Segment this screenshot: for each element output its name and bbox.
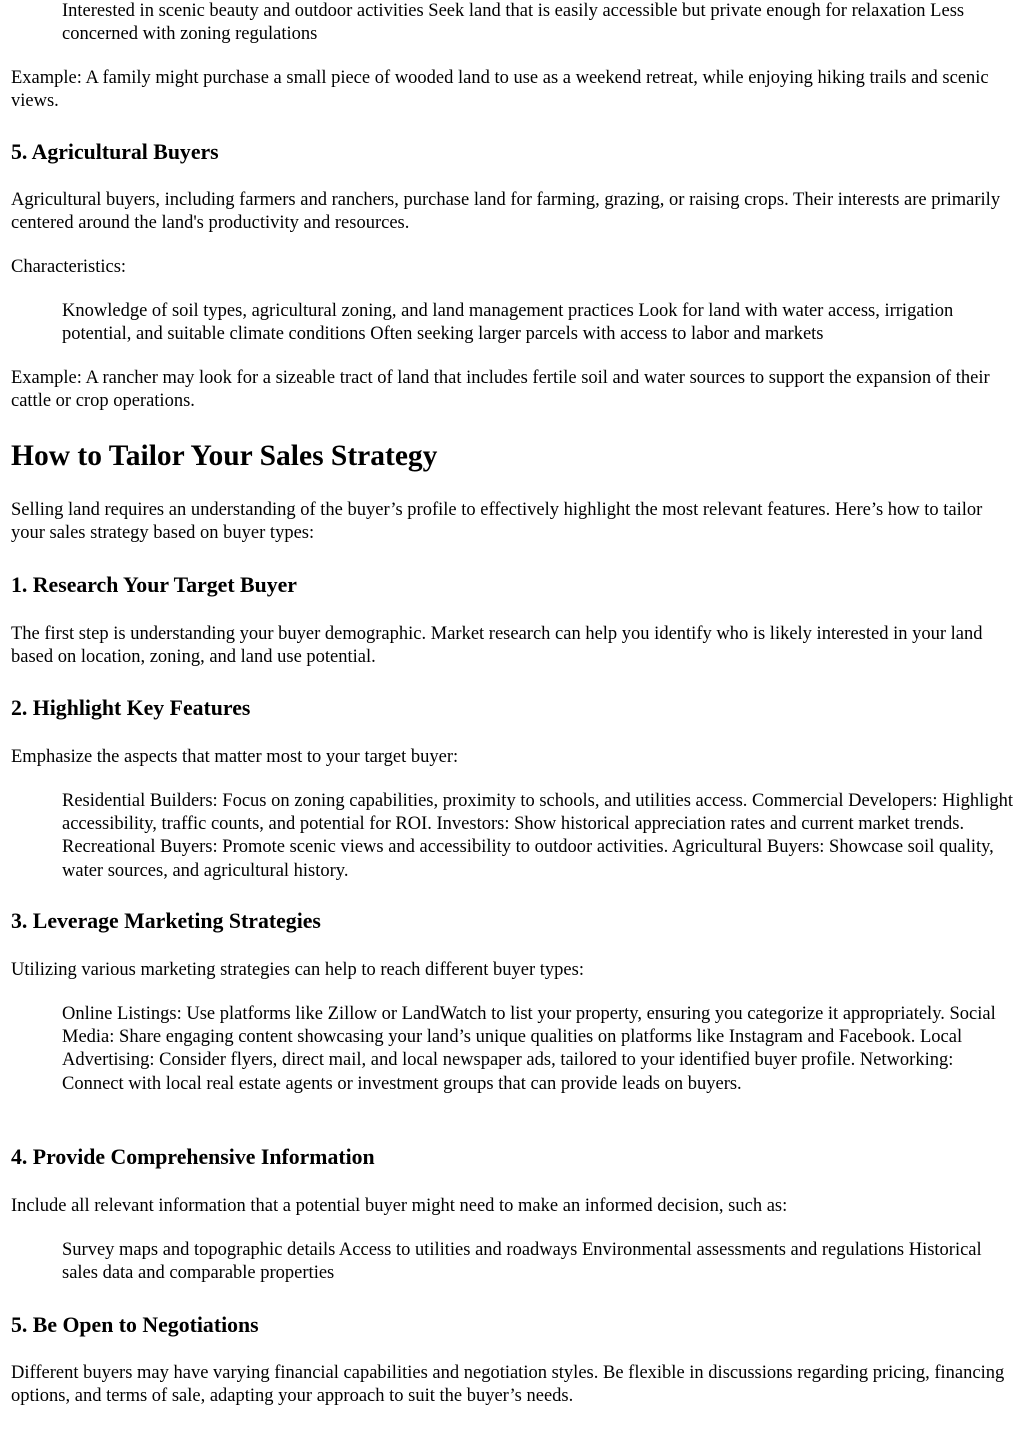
highlight-key-features-list: Residential Builders: Focus on zoning capabilities, proximity to schools, and utilities access. Commercial Developers: Highlight accessibility, traffic counts, and potential for ROI. Investors: Show historical appreciation rates and current market trends. Recreational Buyers: Promote scenic views and accessibility to outdoor activities. Agricultural Buyers: Showcase soil quality, water sources, and agricultural history.: [62, 791, 1014, 881]
leverage-marketing-intro: Utilizing various marketing strategies can help to reach different buyer types:: [11, 960, 584, 980]
leverage-marketing-heading: 3. Leverage Marketing Strategies: [11, 909, 321, 933]
comprehensive-information-list: Survey maps and topographic details Access to utilities and roadways Environmental assessments and regulations Historical sales data and comparable properties: [62, 1240, 982, 1284]
comprehensive-information-heading: 4. Provide Comprehensive Information: [11, 1145, 375, 1169]
comprehensive-information-intro: Include all relevant information that a potential buyer might need to make an informed decision, such as:: [11, 1196, 788, 1216]
agricultural-buyers-heading: 5. Agricultural Buyers: [11, 140, 219, 164]
open-to-negotiations-heading: 5. Be Open to Negotiations: [11, 1313, 259, 1337]
research-target-buyer-paragraph: The first step is understanding your buyer demographic. Market research can help you identify who is likely interested in your land based on location, zoning, and land use potential.: [11, 624, 983, 668]
recreational-traits-list: Interested in scenic beauty and outdoor activities Seek land that is easily accessible but private enough for relaxation Less concerned with zoning regulations: [62, 1, 965, 45]
research-target-buyer-heading: 1. Research Your Target Buyer: [11, 573, 297, 597]
highlight-key-features-heading: 2. Highlight Key Features: [11, 696, 251, 720]
agricultural-intro-paragraph: Agricultural buyers, including farmers and ranchers, purchase land for farming, grazing, or raising crops. Their interests are primarily centered around the land's productivity and resources.: [11, 190, 1001, 234]
characteristics-label: Characteristics:: [11, 257, 127, 277]
recreational-example-paragraph: Example: A family might purchase a small piece of wooded land to use as a weekend retreat, while enjoying hiking trails and scenic views.: [11, 68, 989, 112]
agricultural-example-paragraph: Example: A rancher may look for a sizeable tract of land that includes fertile soil and water sources to support the expansion of their cattle or crop operations.: [11, 368, 990, 412]
leverage-marketing-list: Online Listings: Use platforms like Zillow or LandWatch to list your property, ensuring you categorize it appropriately. Social Media: Share engaging content showcasing your land’s unique qualities on platforms like Instagram and Facebook. Local Advertising: Consider flyers, direct mail, and local newspaper ads, tailored to your identified buyer profile. Networking: Connect with local real estate agents or investment groups that can provide leads on buyers.: [62, 1004, 996, 1094]
agricultural-traits-list: Knowledge of soil types, agricultural zoning, and land management practices Look for land with water access, irrigation potential, and suitable climate conditions Often seeking larger parcels with access to labor and markets: [62, 301, 954, 345]
sales-strategy-intro-paragraph: Selling land requires an understanding of the buyer’s profile to effectively highlight the most relevant features. Here’s how to tailor your sales strategy based on buyer types:: [11, 500, 983, 544]
highlight-key-features-intro: Emphasize the aspects that matter most to your target buyer:: [11, 747, 459, 767]
open-to-negotiations-paragraph: Different buyers may have varying financial capabilities and negotiation styles. Be flexible in discussions regarding pricing, financing options, and terms of sale, adapting your approach to suit the buyer’s needs.: [11, 1363, 1005, 1407]
sales-strategy-heading: How to Tailor Your Sales Strategy: [11, 440, 438, 472]
